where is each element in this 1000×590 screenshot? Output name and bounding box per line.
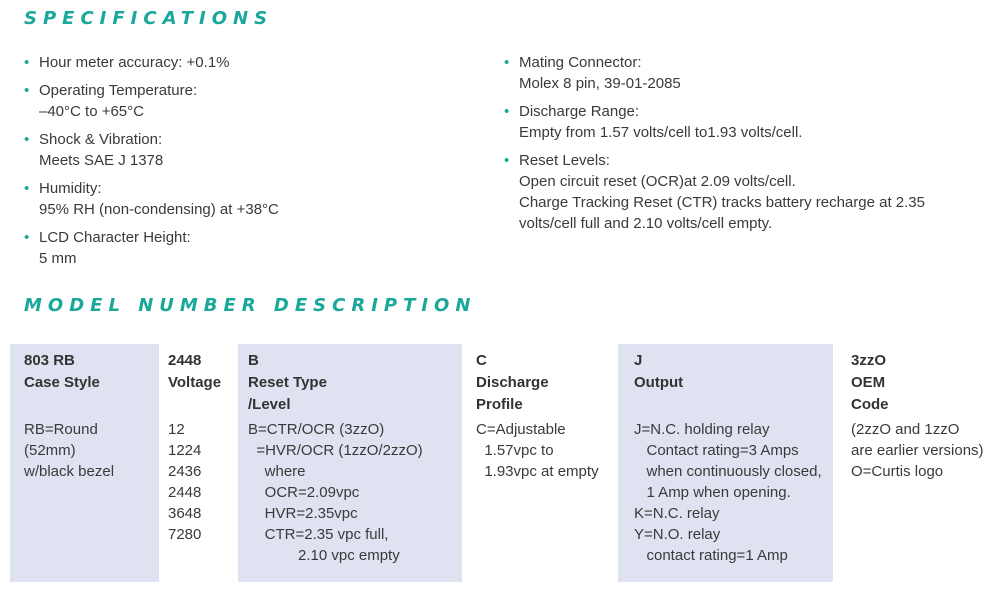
model-column-header-line: Code bbox=[851, 396, 889, 413]
model-column-body-line: (52mm) bbox=[24, 442, 76, 459]
model-column-body-line: C=Adjustable bbox=[476, 421, 566, 438]
model-column-oem-code bbox=[833, 344, 1000, 582]
model-column-body-line: B=CTR/OCR (3zzO) bbox=[248, 421, 385, 438]
model-column-body-line: RB=Round bbox=[24, 421, 98, 438]
spec-item-line: Empty from 1.57 volts/cell to1.93 volts/cell. bbox=[519, 124, 803, 141]
model-number-heading: MODEL NUMBER DESCRIPTION bbox=[24, 295, 477, 316]
spec-item bbox=[24, 129, 464, 171]
spec-item-line: Charge Tracking Reset (CTR) tracks battery recharge at 2.35 bbox=[519, 194, 925, 211]
model-column-body-line: contact rating=1 Amp bbox=[634, 547, 788, 564]
spec-item-line: Mating Connector: bbox=[519, 54, 642, 71]
model-column-header-line: /Level bbox=[248, 396, 291, 413]
model-column-case-style bbox=[10, 344, 159, 582]
spec-item-line: Open circuit reset (OCR)at 2.09 volts/cell. bbox=[519, 173, 796, 190]
spec-item-line: Meets SAE J 1378 bbox=[39, 152, 164, 169]
model-column-body-line: O=Curtis logo bbox=[851, 463, 944, 480]
model-column-body-line: where bbox=[248, 463, 306, 480]
model-column-header-line: 2448 bbox=[168, 352, 202, 369]
model-column-body bbox=[238, 419, 462, 566]
specifications-right-column bbox=[504, 52, 984, 241]
model-column-body-line: are earlier versions) bbox=[851, 442, 984, 459]
spec-item bbox=[504, 101, 984, 143]
model-column-body-line: 2448 bbox=[168, 484, 202, 501]
model-column-header bbox=[476, 350, 618, 416]
model-column-body bbox=[833, 419, 1000, 482]
spec-item bbox=[24, 178, 464, 220]
model-column-body-line: 1224 bbox=[168, 442, 202, 459]
model-column-header-line: 3zzO bbox=[851, 352, 887, 369]
spec-item-line: Humidity: bbox=[39, 180, 102, 197]
bullet-icon: • bbox=[24, 131, 30, 148]
model-column-body-line: CTR=2.35 vpc full, bbox=[248, 526, 389, 543]
bullet-icon: • bbox=[24, 82, 30, 99]
model-column-header-line: Output bbox=[634, 374, 684, 391]
model-column-body-line: 12 bbox=[168, 421, 185, 438]
spec-item-line: Shock & Vibration: bbox=[39, 131, 163, 148]
model-column-body-line: when continuously closed, bbox=[634, 463, 822, 480]
specifications-heading: SPECIFICATIONS bbox=[24, 8, 274, 29]
model-column-header-line: C bbox=[476, 352, 487, 369]
model-column-output bbox=[618, 344, 833, 582]
spec-item bbox=[24, 80, 464, 122]
model-column-header-line: Profile bbox=[476, 396, 523, 413]
bullet-icon: • bbox=[24, 180, 30, 197]
model-column-body-line: J=N.C. holding relay bbox=[634, 421, 770, 438]
model-column-voltage bbox=[159, 344, 238, 582]
model-column-body bbox=[10, 419, 159, 482]
spec-item-line: Discharge Range: bbox=[519, 103, 640, 120]
model-column-body-line: K=N.C. relay bbox=[634, 505, 720, 522]
spec-item-line: 95% RH (non-condensing) at +38°C bbox=[39, 201, 279, 218]
spec-item bbox=[504, 150, 984, 234]
model-column-body-line: 7280 bbox=[168, 526, 202, 543]
spec-item-line: LCD Character Height: bbox=[39, 229, 191, 246]
spec-item-line: Hour meter accuracy: +0.1% bbox=[39, 54, 230, 71]
model-column-body-line: 1.57vpc to bbox=[476, 442, 554, 459]
model-column-body-line: 3648 bbox=[168, 505, 202, 522]
model-column-body-line: w/black bezel bbox=[24, 463, 115, 480]
model-column-body-line: HVR=2.35vpc bbox=[248, 505, 358, 522]
model-column-body-line: 1.93vpc at empty bbox=[476, 463, 599, 480]
bullet-icon: • bbox=[504, 152, 510, 169]
model-column-body-line: Contact rating=3 Amps bbox=[634, 442, 799, 459]
model-column-header bbox=[24, 350, 159, 394]
model-column-header-line: Reset Type bbox=[248, 374, 327, 391]
model-column-header bbox=[851, 350, 1000, 416]
spec-item-line: volts/cell full and 2.10 volts/cell empty. bbox=[519, 215, 773, 232]
model-column-body bbox=[159, 419, 238, 545]
model-column-header-line: J bbox=[634, 352, 643, 369]
model-column-body-line: 2436 bbox=[168, 463, 202, 480]
model-column-header-line: Discharge bbox=[476, 374, 549, 391]
model-column-body-line: OCR=2.09vpc bbox=[248, 484, 360, 501]
model-column-body-line: =HVR/OCR (1zzO/2zzO) bbox=[248, 442, 423, 459]
spec-item bbox=[24, 52, 464, 73]
bullet-icon: • bbox=[24, 229, 30, 246]
spec-item-line: Molex 8 pin, 39-01-2085 bbox=[519, 75, 681, 92]
model-column-body-line: 2.10 vpc empty bbox=[248, 547, 400, 564]
model-column-body bbox=[618, 419, 833, 566]
model-column-header-line: B bbox=[248, 352, 259, 369]
spec-item bbox=[24, 227, 464, 269]
model-column-body-line: (2zzO and 1zzO bbox=[851, 421, 960, 438]
spec-item-line: –40°C to +65°C bbox=[39, 103, 144, 120]
model-column-header-line: 803 RB bbox=[24, 352, 75, 369]
model-column-header bbox=[248, 350, 462, 416]
model-column-body-line: Y=N.O. relay bbox=[634, 526, 721, 543]
bullet-icon: • bbox=[504, 103, 510, 120]
model-column-header-line: OEM bbox=[851, 374, 886, 391]
model-column-header bbox=[168, 350, 238, 394]
bullet-icon: • bbox=[504, 54, 510, 71]
model-column-header bbox=[634, 350, 833, 394]
model-column-header-line: Voltage bbox=[168, 374, 222, 391]
spec-item-line: Reset Levels: bbox=[519, 152, 610, 169]
model-column-reset-type bbox=[238, 344, 462, 582]
spec-item-line: Operating Temperature: bbox=[39, 82, 198, 99]
model-column-body bbox=[462, 419, 618, 482]
bullet-icon: • bbox=[24, 54, 30, 71]
model-column-header-line: Case Style bbox=[24, 374, 100, 391]
spec-item bbox=[504, 52, 984, 94]
model-column-body-line: 1 Amp when opening. bbox=[634, 484, 791, 501]
specifications-left-column bbox=[24, 52, 464, 276]
spec-item-line: 5 mm bbox=[39, 250, 77, 267]
model-column-discharge-profile bbox=[462, 344, 618, 582]
